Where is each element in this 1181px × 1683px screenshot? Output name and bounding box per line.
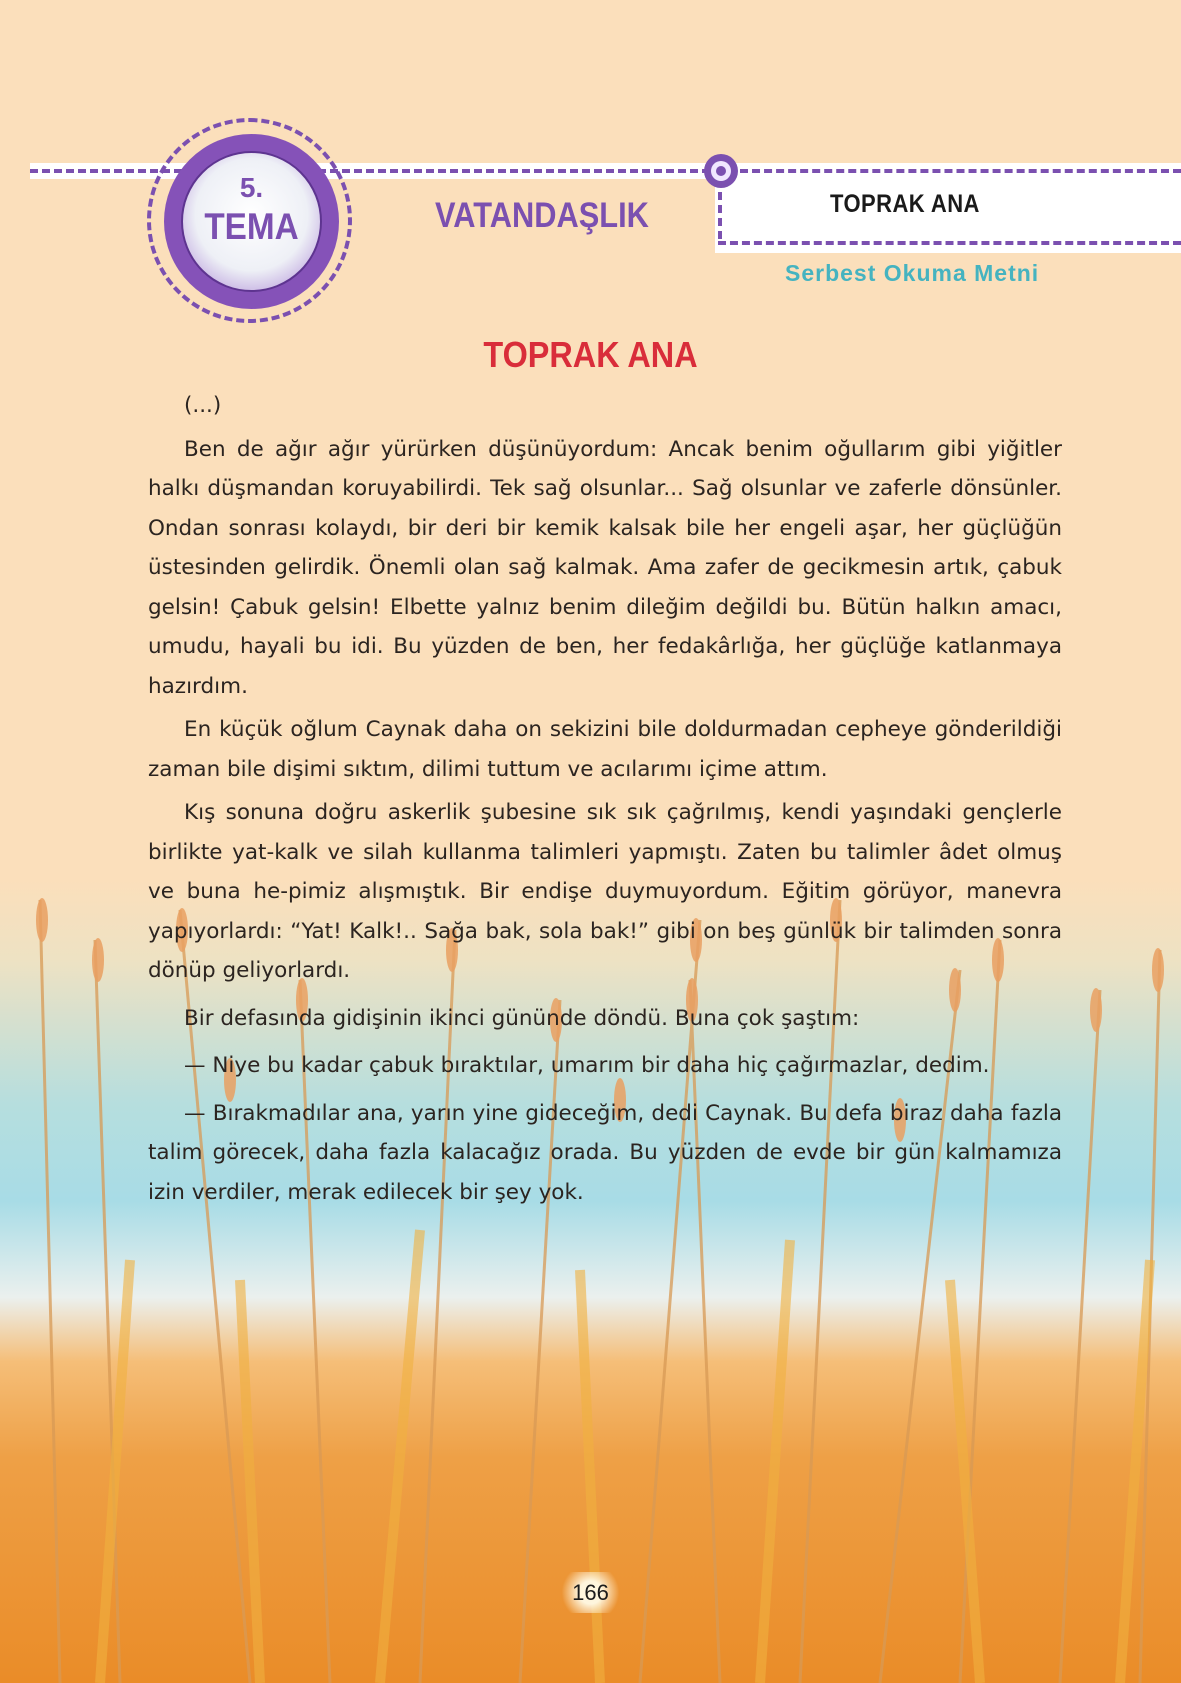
story-body	[148, 386, 1062, 1212]
lesson-title: TOPRAK ANA	[830, 190, 980, 218]
title-box-dashed-bottom	[718, 241, 1181, 245]
story-paragraph: Ben de ağır ağır yürürken düşünüyordum: Ancak benim oğullarım gibi yiğitler halkı düşmandan koruyabilirdi. Tek sağ olsunlar... Sağ olsunlar ve zaferle dönsünler. Ondan sonrası kolaydı, bir deri bir kemik kalsak bile her engeli aşar, her güçlüğün üstesinden gelirdik. Önemli olan sağ kalmak. Ama zafer de gecikmesin artık, çabuk gelsin! Çabuk gelsin! Elbette yalnız benim dileğim değildi bu. Bütün halkın amacı, umudu, hayali bu idi. Bu yüzden de ben, her fedakârlığa, her güçlüğe katlanmaya hazırdım.	[148, 436, 1062, 699]
connector-dot-icon	[704, 154, 738, 188]
dialogue-line: — Niye bu kadar çabuk bıraktılar, umarım bir daha hiç çağırmazlar, dedim.	[184, 1053, 990, 1078]
story-paragraph: Kış sonuna doğru askerlik şubesine sık sık çağrılmış, kendi yaşındaki gençlerle birlikte yat-kalk ve silah kullanma talimleri yapmıştı. Zaten bu talimler âdet olmuş ve buna he-pimiz alışmıştık. Bir endişe duymuyordum. Eğitim görüyor, manevra yapıyorlardı: “Yat! Kalk!.. Sağa bak, sola bak!” gibi on beş günlük bir talimden sonra dönüp geliyorlardı.	[148, 800, 1062, 983]
story-paragraph: Bir defasında gidişinin ikinci gününde döndü. Buna çok şaştım:	[184, 1005, 860, 1031]
lesson-type: Serbest Okuma Metni	[785, 260, 1040, 286]
story-paragraph: (...)	[184, 393, 222, 418]
header-dashed-line-right	[740, 169, 1181, 173]
story-paragraph: En küçük oğlum Caynak daha on sekizini bile doldurmadan cepheye gönderildiği zaman bile dişimi sıktım, dilimi tuttum ve acılarımı içime attım.	[148, 717, 1062, 782]
header-dashed-line	[30, 169, 710, 173]
title-box-dashed-left	[718, 179, 722, 239]
page-number-text: 166	[558, 1572, 623, 1613]
story-title: TOPRAK ANA	[483, 334, 698, 375]
page-number	[0, 1580, 1181, 1606]
theme-label: TEMA	[204, 206, 299, 247]
theme-number: 5.	[239, 172, 264, 203]
theme-title: VATANDAŞLIK	[435, 196, 649, 235]
dialogue-line: — Bırakmadılar ana, yarın yine gideceğim, dedi Caynak. Bu defa biraz daha fazla talim görecek, daha fazla kalacağız orada. Bu yüzden de evde bir gün kalmamıza izin verdiler, merak edilecek bir şey yok.	[148, 1100, 1062, 1205]
